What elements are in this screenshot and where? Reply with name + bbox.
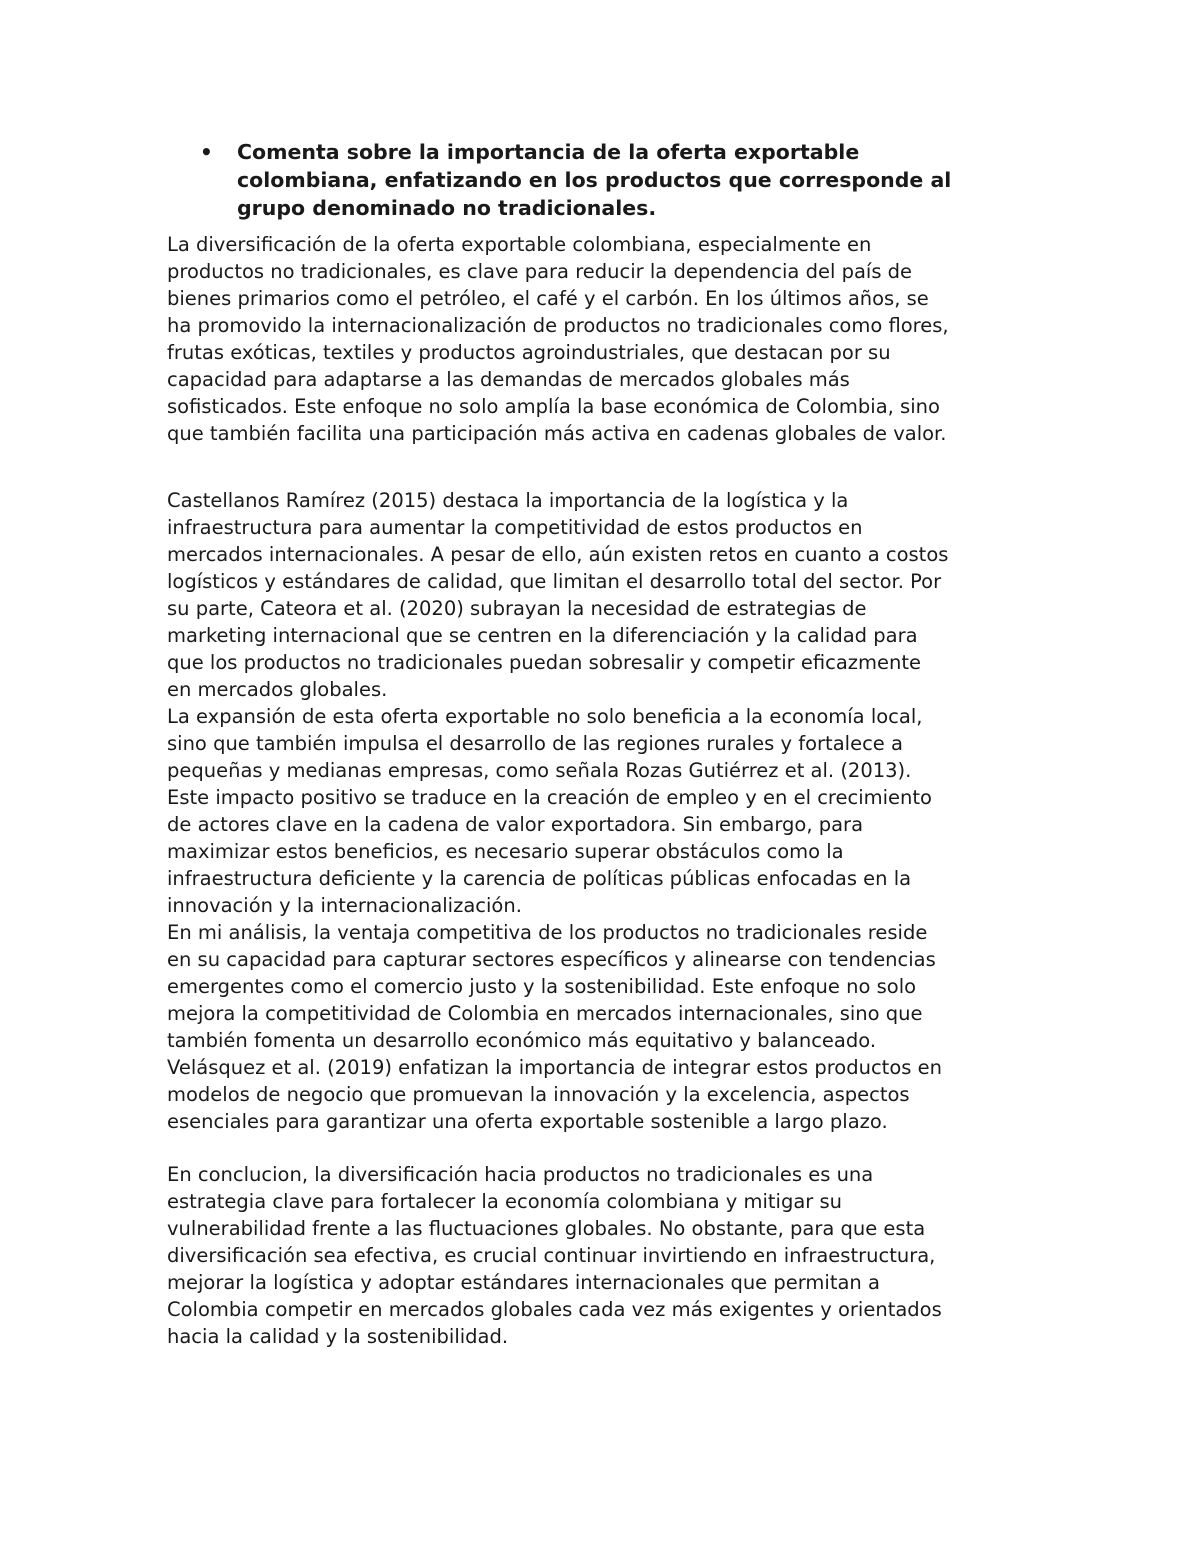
paragraph-spacer <box>167 1135 1047 1161</box>
paragraph-line: marketing internacional que se centren en la diferenciación y la calidad para <box>167 624 918 647</box>
bullet-icon: • <box>200 140 213 164</box>
paragraph-line: en su capacidad para capturar sectores específicos y alinearse con tendencias <box>167 948 936 971</box>
paragraph-line: En conclucion, la diversificación hacia productos no tradicionales es una <box>167 1163 874 1186</box>
paragraph-line: vulnerabilidad frente a las fluctuaciones globales. No obstante, para que esta <box>167 1217 926 1240</box>
question-line: Comenta sobre la importancia de la oferta exportable <box>237 140 860 164</box>
paragraph-line: productos no tradicionales, es clave para reducir la dependencia del país de <box>167 260 913 283</box>
paragraph-line: sino que también impulsa el desarrollo de las regiones rurales y fortalece a <box>167 732 903 755</box>
paragraph-line: su parte, Cateora et al. (2020) subrayan la necesidad de estrategias de <box>167 597 867 620</box>
paragraph-line: mercados internacionales. A pesar de ello, aún existen retos en cuanto a costos <box>167 543 949 566</box>
paragraph-line: capacidad para adaptarse a las demandas de mercados globales más <box>167 368 850 391</box>
paragraph-line: sofisticados. Este enfoque no solo amplía la base económica de Colombia, sino <box>167 395 940 418</box>
paragraph-line: La expansión de esta oferta exportable no solo beneficia a la economía local, <box>167 705 923 728</box>
paragraph-line: logísticos y estándares de calidad, que limitan el desarrollo total del sector. Por <box>167 570 942 593</box>
paragraph-line: también fomenta un desarrollo económico más equitativo y balanceado. <box>167 1029 877 1052</box>
paragraph-line: maximizar estos beneficios, es necesario superar obstáculos como la <box>167 840 844 863</box>
paragraph-line: que los productos no tradicionales puedan sobresalir y competir eficazmente <box>167 651 922 674</box>
paragraph-line: mejorar la logística y adoptar estándares internacionales que permitan a <box>167 1271 880 1294</box>
question-line: colombiana, enfatizando en los productos que corresponde al <box>237 168 952 192</box>
paragraph-line: Colombia competir en mercados globales cada vez más exigentes y orientados <box>167 1298 942 1321</box>
paragraph-line: frutas exóticas, textiles y productos agroindustriales, que destacan por su <box>167 341 891 364</box>
paragraph-line: de actores clave en la cadena de valor exportadora. Sin embargo, para <box>167 813 864 836</box>
paragraph-line: infraestructura deficiente y la carencia de políticas públicas enfocadas en la <box>167 867 912 890</box>
paragraph-conclusion <box>167 1161 1047 1350</box>
question-bullet-item <box>167 138 1047 222</box>
paragraph-line: pequeñas y medianas empresas, como señala Rozas Gutiérrez et al. (2013). <box>167 759 912 782</box>
paragraph-line: La diversificación de la oferta exportable colombiana, especialmente en <box>167 233 872 256</box>
paragraph-body <box>167 487 1047 1135</box>
paragraph-line: esenciales para garantizar una oferta exportable sostenible a largo plazo. <box>167 1110 888 1133</box>
paragraph-line: hacia la calidad y la sostenibilidad. <box>167 1325 509 1348</box>
paragraph-spacer <box>167 447 1047 487</box>
paragraph-line: bienes primarios como el petróleo, el café y el carbón. En los últimos años, se <box>167 287 929 310</box>
paragraph-line: infraestructura para aumentar la competitividad de estos productos en <box>167 516 863 539</box>
paragraph-line: que también facilita una participación más activa en cadenas globales de valor. <box>167 422 947 445</box>
paragraph-line: modelos de negocio que promuevan la innovación y la excelencia, aspectos <box>167 1083 910 1106</box>
paragraph-line: Velásquez et al. (2019) enfatizan la importancia de integrar estos productos en <box>167 1056 942 1079</box>
document-page <box>167 138 1047 1350</box>
question-line: grupo denominado no tradicionales. <box>237 196 657 220</box>
paragraph-line: Este impacto positivo se traduce en la creación de empleo y en el crecimiento <box>167 786 932 809</box>
paragraph-line: en mercados globales. <box>167 678 388 701</box>
paragraph-line: innovación y la internacionalización. <box>167 894 522 917</box>
paragraph-line: diversificación sea efectiva, es crucial continuar invirtiendo en infraestructura, <box>167 1244 936 1267</box>
paragraph-line: mejora la competitividad de Colombia en mercados internacionales, sino que <box>167 1002 923 1025</box>
paragraph-intro <box>167 231 1047 447</box>
paragraph-line: En mi análisis, la ventaja competitiva de los productos no tradicionales reside <box>167 921 928 944</box>
paragraph-line: emergentes como el comercio justo y la sostenibilidad. Este enfoque no solo <box>167 975 917 998</box>
paragraph-line: estrategia clave para fortalecer la economía colombiana y mitigar su <box>167 1190 843 1213</box>
paragraph-line: ha promovido la internacionalización de productos no tradicionales como flores, <box>167 314 949 337</box>
paragraph-line: Castellanos Ramírez (2015) destaca la importancia de la logística y la <box>167 489 849 512</box>
